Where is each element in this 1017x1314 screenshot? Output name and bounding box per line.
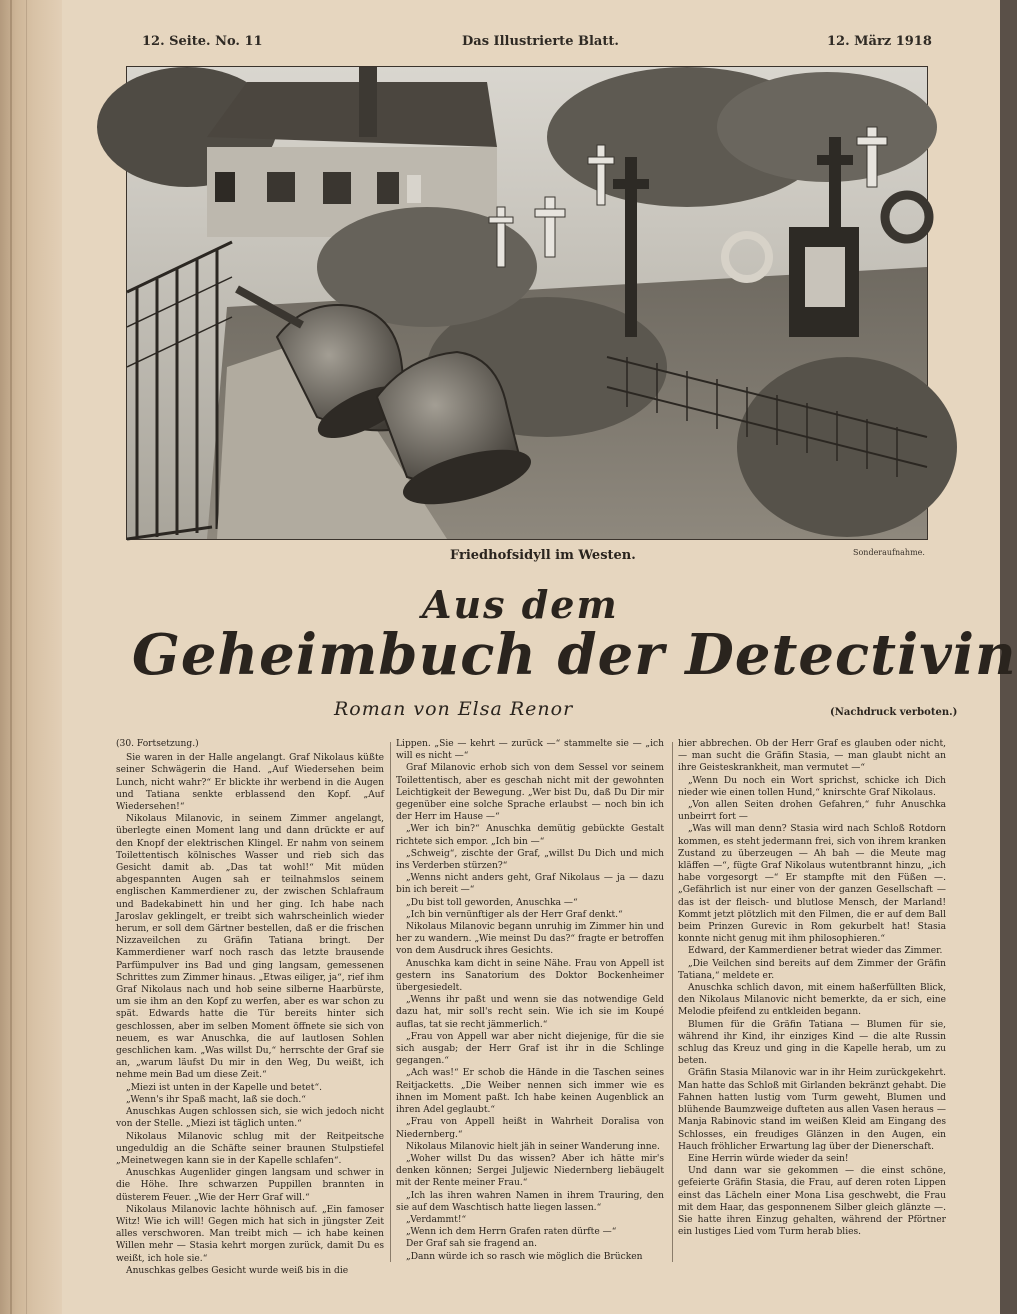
paragraph: Der Graf sah sie fragend an. xyxy=(406,1239,537,1250)
photo-caption: Friedhofsidyll im Westen. xyxy=(450,548,636,563)
paragraph: Nikolaus Milanovic, in seinem Zimmer angelangt, überlegte einen Moment lang und dann drückte er auf den Knopf der elektrischen Klingel. Er nahm von seinem Toilettentisch kölnisches Wasser und rieb sich das Gesicht damit ab. „Das tat wohl!“ Mit müden abgespannten Augen sah er teilnahmslos seinem englischen Kammerdiener zu, der zwischen Schlafraum und Badekabinett hin und her ging. Ich habe nach Jaroslav geklingelt, er treibt sich wahrscheinlich wieder herum, er soll dem Gärtner bestellen, daß er die frischen Nizzaveilchen zu Gräfin Tatiana bringt. Der Kammerdiener warf noch rasch das letzte brausende Parfümpulver ins Bad und ging langsam, gemessenen Schrittes zum Zimmer hinaus. „Etwas eiliger, ja“, rief ihm Graf Nikolaus nach und hob seine silberne Haarbürste, um sie ihm an den Kopf zu werfen, aber es war schon zu spät. Edwards hatte die Tür bereits hinter sich geschlossen, aber im selben Moment öffnete sie sich von neuem, es war Anuschka, die auf lautlosen Sohlen geschlichen kam. „Was willst Du,“ herrschte der Graf sie an, „warum läufst Du mir in den Weg, Du weißt, ich nehme mein Bad um diese Zeit.“ xyxy=(116,814,384,1081)
paragraph: Eine Herrin würde wieder da sein! xyxy=(688,1153,849,1164)
paragraph: „Ich bin vernünftiger als der Herr Graf denkt.“ xyxy=(406,909,623,920)
paragraph: Graf Milanovic erhob sich von dem Sessel vor seinem Toilettentisch, aber es geschah nicht mit der gewohnten Leichtigkeit der Bewegung. „Wer bist Du, daß Du Dir mir gegenüber eine solche Sprache erlaubst — noch bin ich der Herr im Hause —“ xyxy=(396,763,664,823)
paragraph: „Von allen Seiten drohen Gefahren,“ fuhr Anuschka unbeirrt fort — xyxy=(678,800,946,823)
text-column-3 xyxy=(678,738,946,1268)
paragraph: „Ach was!“ Er schob die Hände in die Taschen seines Reitjacketts. „Die Weiber nennen sich immer wie es ihnen im Moment paßt. Ich habe keinen Augenblick an ihren Adel geglaubt.“ xyxy=(396,1068,664,1116)
continuation-note: (30. Fortsetzung.) xyxy=(116,739,199,749)
article-subtitle: Roman von Elsa Renor xyxy=(334,698,574,720)
paragraph: Nikolaus Milanovic schlug mit der Reitpeitsche ungeduldig an die Schäfte seiner braunen Stulpstiefel „Meinetwegen kann sie in der Kapelle schlafen“. xyxy=(116,1131,384,1166)
cemetery-photograph xyxy=(126,66,928,540)
paragraph: „Miezi ist unten in der Kapelle und betet“. xyxy=(126,1082,322,1093)
paragraph: Anuschka schlich davon, mit einem haßerfüllten Blick, den Nikolaus Milanovic nicht bemerkte, da er sich, eine Melodie pfeifend zu entkleiden begann. xyxy=(678,983,946,1018)
cemetery-photo-illustration xyxy=(127,67,927,539)
paragraph: „Wenn Du noch ein Wort sprichst, schicke ich Dich nieder wie einen tollen Hund,“ knirschte Graf Nikolaus. xyxy=(678,775,946,798)
paragraph: „Ich las ihren wahren Namen in ihrem Trauring, den sie auf dem Waschtisch hatte liegen lassen.“ xyxy=(396,1190,664,1213)
binding-edge xyxy=(10,0,12,1314)
paragraph: Nikolaus Milanovic begann unruhig im Zimmer hin und her zu wandern. „Wie meinst Du das?“ fragte er betroffen von dem Ausdruck ihres Gesichts. xyxy=(396,922,664,957)
paragraph: „Du bist toll geworden, Anuschka —“ xyxy=(406,897,578,908)
paragraph: „Verdammt!“ xyxy=(406,1214,467,1225)
paragraph: Sie waren in der Halle angelangt. Graf Nikolaus küßte seiner Schwägerin die Hand. „Auf Wiedersehen beim Lunch, nicht wahr?“ Er blickte ihr werbend in die Augen und Tatiana senkte erblassend den Kopf. „Auf Wiedersehen!“ xyxy=(116,753,384,813)
page-content xyxy=(62,0,1017,1314)
paragraph: Nikolaus Milanovic lachte höhnisch auf. „Ein famoser Witz! Wie ich will! Gegen mich hat sich in jüngster Zeit alles verschworen. Man treibt mich — ich habe keinen Willen mehr — Stasia kehrt morgen zurück, damit Du es weißt, ich hole sie.“ xyxy=(116,1204,384,1264)
paragraph: „Woher willst Du das wissen? Aber ich hätte mir's denken können; Sergei Juljewic Niedernberg liebäugelt mit der Rente meiner Frau.“ xyxy=(396,1153,664,1189)
article-title-line1: Aus dem xyxy=(422,582,619,627)
paragraph: „Wenns nicht anders geht, Graf Nikolaus — ja — dazu bin ich bereit —“ xyxy=(396,873,664,896)
photo-credit: Sonderaufnahme. xyxy=(853,548,925,557)
paragraph: „Wenn's ihr Spaß macht, laß sie doch.“ xyxy=(126,1094,306,1105)
paragraph: „Was will man denn? Stasia wird nach Schloß Rotdorn kommen, es steht jedermann frei, sich von ihrem kranken Zustand zu überzeugen — Ah bah — die Meute mag kläffen —“, fügte Graf Nikolaus wutentbrannt hinzu, „ich habe vorgesorgt —“ Er stampfte mit den Füßen —. „Gefährlich ist nur einer von der ganzen Gesellschaft — das ist der fleisch- und blutlose Mensch, der Marland! Kommt jetzt plötzlich mit den Filmen, die er auf dem Ball beim Prinzen Gurevic in Rom gekurbelt hat! Stasia konnte nicht genug mit ihm philosophieren.“ xyxy=(678,824,946,945)
paragraph: „Wer ich bin?“ Anuschka demütig gebückte Gestalt richtete sich empor. „Ich bin —“ xyxy=(396,824,664,847)
paragraph: Anuschkas Augenlider gingen langsam und schwer in die Höhe. Ihre schwarzen Puppillen brannten in düsterem Feuer. „Wie der Herr Graf will.“ xyxy=(116,1168,384,1203)
paragraph: Anuschka kam dicht in seine Nähe. Frau von Appell ist gestern ins Sanatorium des Doktor Bockenheimer übergesiedelt. xyxy=(396,958,664,994)
article-title-line2: Geheimbuch der Detectivin xyxy=(132,622,1017,688)
paragraph: „Wenn ich dem Herrn Grafen raten dürfte —“ xyxy=(406,1227,617,1238)
paragraph: Edward, der Kammerdiener betrat wieder das Zimmer. xyxy=(688,946,943,957)
book-binding xyxy=(0,0,62,1314)
paragraph: Nikolaus Milanovic hielt jäh in seiner Wanderung inne. xyxy=(406,1141,660,1152)
paragraph: „Die Veilchen sind bereits auf dem Zimmer der Gräfin Tatiana,“ meldete er. xyxy=(678,958,946,981)
issue-date: 12. März 1918 xyxy=(827,34,932,49)
paragraph: Gräfin Stasia Milanovic war in ihr Heim zurückgekehrt. Man hatte das Schloß mit Girlanden bekränzt gehabt. Die Fahnen hatten lustig vom Turm geweht, Blumen und blühende Baumzweige dufteten aus allen Vasen heraus — Manja Rabinovic stand im weißen Kleid am Eingang des Schlosses, ein freudiges Glänzen in den Augen, ein Hauch fröhlicher Erwartung lag über der Dienerschaft. xyxy=(678,1068,946,1152)
text-column-1 xyxy=(116,738,384,1276)
publication-name: Das Illustrierte Blatt. xyxy=(462,34,619,49)
paragraph: Blumen für die Gräfin Tatiana — Blumen für sie, während ihr Kind, ihr einziges Kind — die alte Russin schlug das Kreuz und ging in die Kapelle herab, um zu beten. xyxy=(678,1019,946,1067)
reprint-notice: (Nachdruck verboten.) xyxy=(830,707,958,718)
paragraph: „Dann würde ich so rasch wie möglich die Brücken xyxy=(406,1251,643,1262)
page-number-header: 12. Seite. No. 11 xyxy=(142,34,263,49)
paragraph: „Schweig“, zischte der Graf, „willst Du Dich und mich ins Verderben stürzen?“ xyxy=(396,848,664,872)
column-rule xyxy=(672,742,673,1262)
binding-edge-inner xyxy=(26,0,27,1314)
paragraph: Und dann war sie gekommen — die einst schöne, gefeierte Gräfin Stasia, die Frau, auf deren roten Lippen einst das Lächeln einer Mona Lisa geschwebt, die Frau mit dem Haar, das gesponnenem Silber gleich glänzte —. Sie hatte ihren Einzug gehalten, während der Pförtner ein lustiges Lied vom Turm herab blies. xyxy=(678,1166,946,1238)
paragraph: Lippen. „Sie — kehrt — zurück —“ stammelte sie — „ich will es nicht —“ xyxy=(396,739,664,762)
paragraph: „Wenns ihr paßt und wenn sie das notwendige Geld dazu hat, mir soll's recht sein. Wie ich sie im Koupé auflas, tat sie recht jämmerlich.“ xyxy=(396,995,664,1030)
paragraph: Anuschkas gelbes Gesicht wurde weiß bis in die xyxy=(126,1265,349,1276)
paragraph: „Frau von Appell war aber nicht diejenige, für die sie sich ausgab; der Herr Graf ist ihr in die Schlinge gegangen.“ xyxy=(396,1031,664,1067)
column-rule xyxy=(390,742,391,1262)
text-column-2 xyxy=(396,738,664,1268)
paragraph: Anuschkas Augen schlossen sich, sie wich jedoch nicht von der Stelle. „Miezi ist täglich unten.“ xyxy=(116,1107,384,1130)
paragraph: hier abbrechen. Ob der Herr Graf es glauben oder nicht, — man sucht die Gräfin Stasia, — man glaubt nicht an ihre Geisteskrankheit, man vermutet —“ xyxy=(678,739,946,774)
paragraph: „Frau von Appell heißt in Wahrheit Doralisa von Niedernberg.“ xyxy=(396,1117,664,1140)
